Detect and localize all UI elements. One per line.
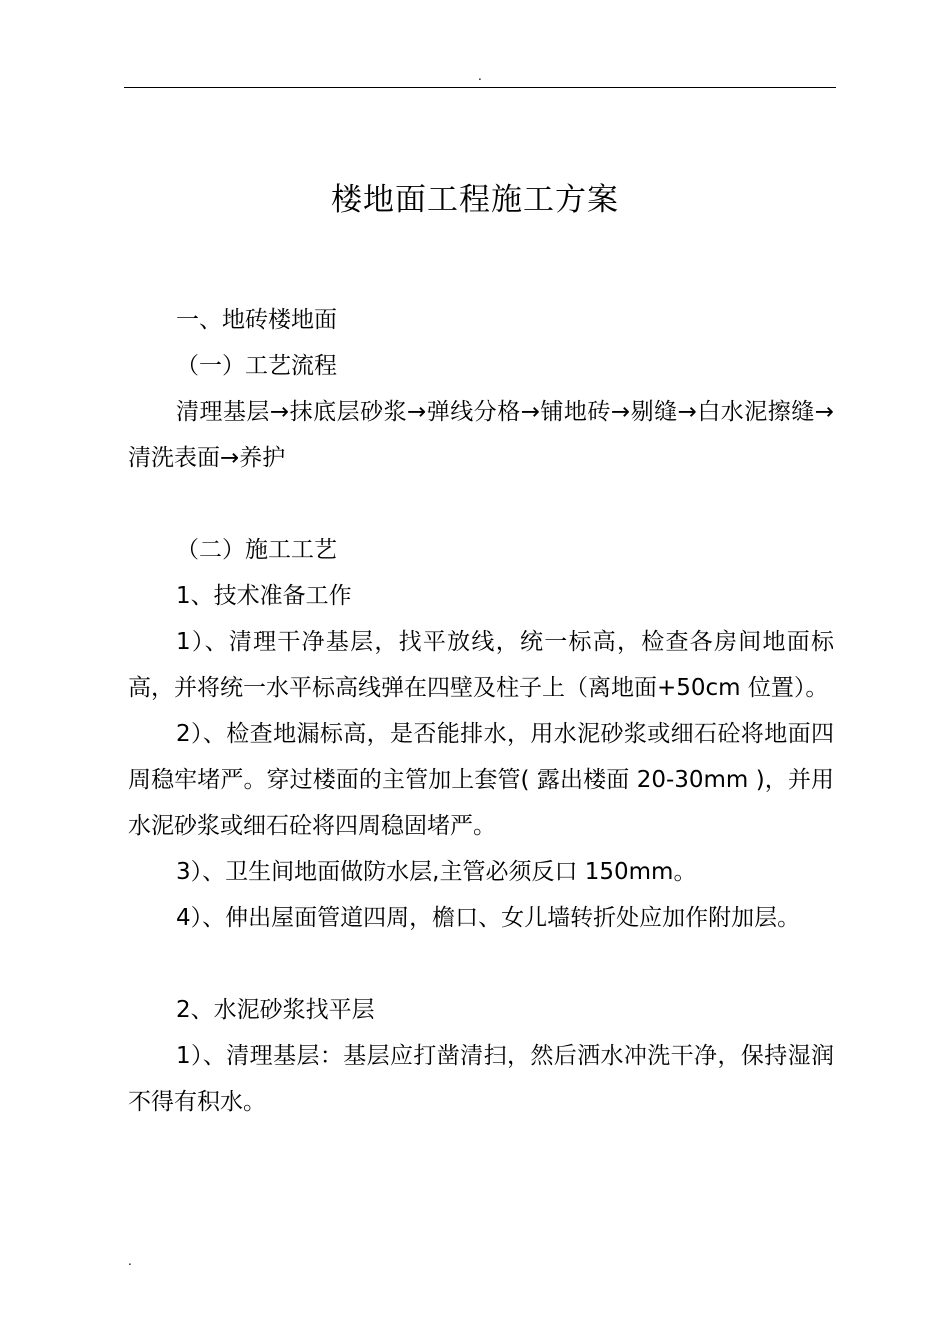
paragraph-item-1: 1）、清理干净基层，找平放线，统一标高，检查各房间地面标高，并将统一水平标高线弹在四壁及柱子上（离地面+50cm 位置）。 <box>128 629 834 701</box>
header-rule <box>124 87 836 88</box>
paragraph-item-2: 2）、检查地漏标高，是否能排水，用水泥砂浆或细石砼将地面四周稳牢堵严。穿过楼面的主管加上套管( 露出楼面 20-30mm )，并用水泥砂浆或细石砼将四周稳固堵严。 <box>128 721 834 839</box>
subsection-heading-process: （一）工艺流程 <box>176 353 337 379</box>
paragraph-item-3: 3）、卫生间地面做防水层,主管必须反口 150mm。 <box>176 859 697 885</box>
section-heading-1: 一、地砖楼地面 <box>176 307 337 333</box>
header-dot: . <box>478 69 482 83</box>
paragraph-leveling-item-1: 1）、清理基层：基层应打凿清扫，然后洒水冲洗干净，保持湿润不得有积水。 <box>128 1043 834 1115</box>
item-heading-technical-prep: 1、技术准备工作 <box>176 583 352 609</box>
item-heading-leveling-layer: 2、水泥砂浆找平层 <box>176 997 375 1023</box>
document-body <box>128 297 834 1125</box>
subsection-heading-construction: （二）施工工艺 <box>176 537 337 563</box>
paragraph-item-4: 4）、伸出屋面管道四周，檐口、女儿墙转折处应加作附加层。 <box>176 905 801 931</box>
process-flow-paragraph: 清理基层→抹底层砂浆→弹线分格→铺地砖→剔缝→白水泥擦缝→清洗表面→养护 <box>128 399 834 471</box>
document-title: 楼地面工程施工方案 <box>331 182 619 218</box>
footer-dot: . <box>128 1254 132 1268</box>
